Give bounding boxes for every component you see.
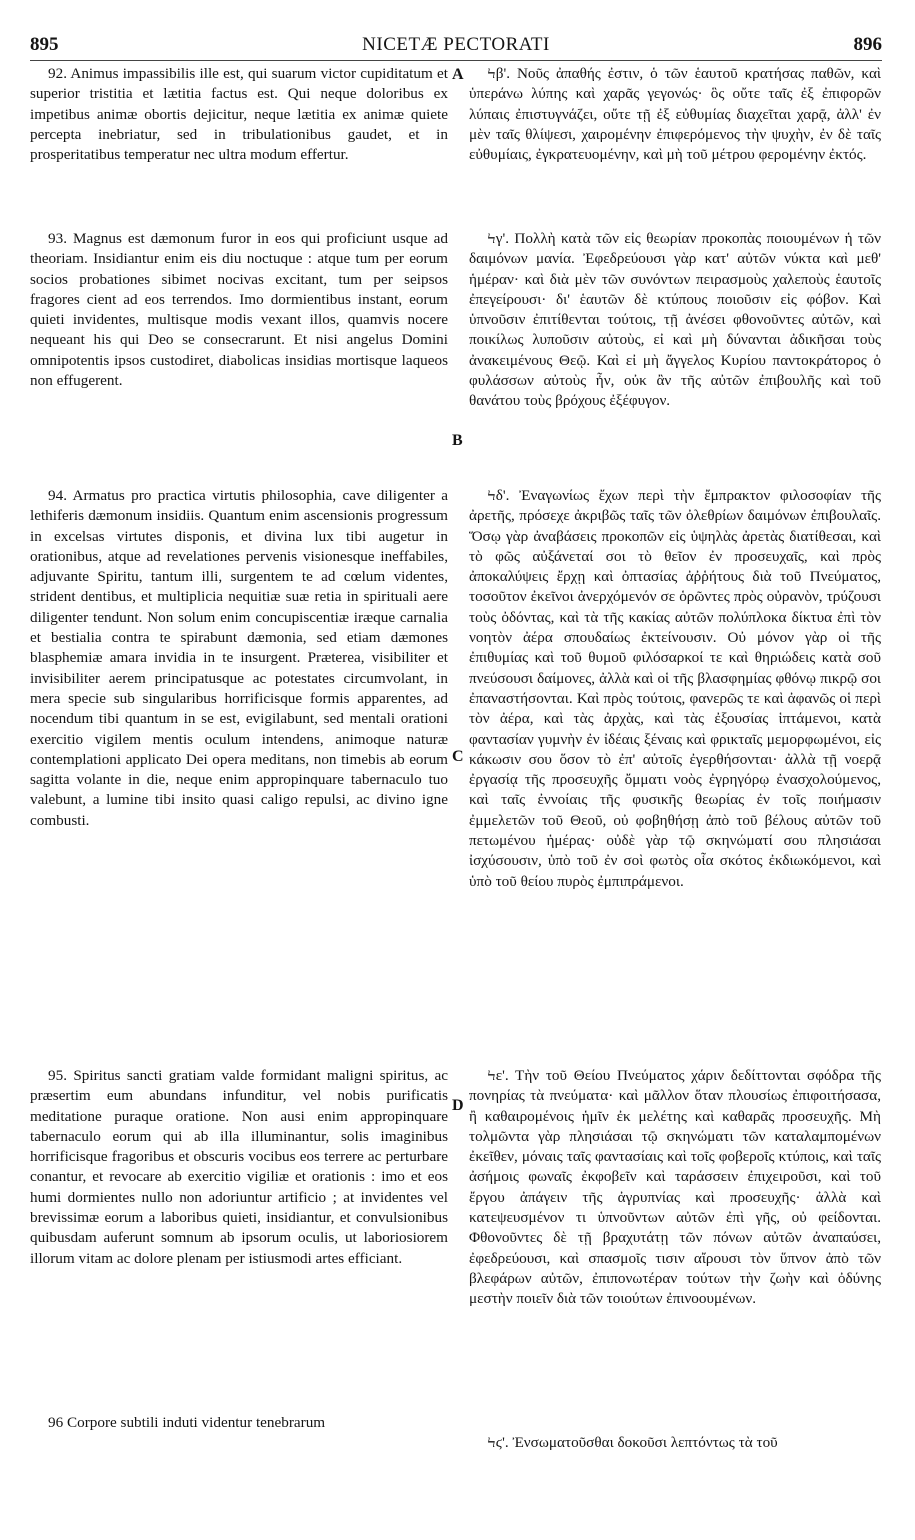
greek-paragraph-93: Ϟγ'. Πολλὴ κατὰ τῶν εἰς θεωρίαν προκοπὰς ποιουμένων ἡ τῶν δαιμόνων μανία. Ἐφεδρεύουσι γὰρ κατ' αὐτῶν νύκτα καὶ μεθ' ἡμέραν· καὶ διὰ μὲν τῶν συνόντων πειρασμοὺς χαλεποὺς ἑαυτοῖς ἐπεγείρουσι· δι' ἑαυτῶν δὲ κτύπους ποιοῦσιν εἰς φόβον. Καὶ ὑπνοῦσιν ἐπιτίθενται τούτοις, τῇ ἀνέσει φθονοῦντες αὐτῶν, καὶ ποικίλως λυποῦσιν αὐτοὺς, εἰ καὶ μὴ δύνανται ἀδικῆσαι τοὺς ἀνακειμένους Θεῷ. Καὶ εἰ μὴ ἄγγελος Κυρίου παντοκράτορος ὁ φυλάσσων αὐτοὺς ἦν, οὐκ ἂν τῆς αὐτῶν ἐπιβουλῆς καὶ τοῦ θανάτου τοὺς βρόχους ἐξέφυγον. <box>469 230 881 410</box>
margin-marker-c: C <box>452 748 464 765</box>
greek-paragraph-95: Ϟε'. Τὴν τοῦ Θείου Πνεύματος χάριν δεδίττονται σφόδρα τῆς πονηρίας τὰ πνεύματα· καὶ μᾶλλον ὅταν πλουσίως ἐπιφοιτήσασα, ἢ καθαιρομένοις ἡμῖν ἐκ μελέτης καὶ καθαρᾶς προσευχῆς. Μὴ τολμῶντα γὰρ πλησιάσαι τῷ σκηνώματι τῶν καταλαμπομένων ἐκεῖθεν, μόναις ταῖς φαντασίαις καὶ τοῖς φοβεροῖς κτύποις, καὶ ταῖς ἀσήμοις φωναῖς ἐκφοβεῖν καὶ ταράσσειν ἐπιχειροῦσι, καὶ τοῦ ἔργου ἀπάγειν τῆς ἀγρυπνίας καὶ προσευχῆς· ἀλλὰ καὶ κατεψευσμένον τι ὑπνοῦντων αὐτῶν ἐπὶ γῆς, οὐ φείδονται. Φθονοῦντες δὲ τῇ βραχυτάτῃ τῶν πόνων αὐτῶν ἀναπαύσει, ἐφεδρεύουσι, καὶ σπασμοῖς τισιν αἴρουσι τὸν ὕπνον ἀπὸ τῶν βλεφάρων αὐτῶν, ἐπιπονωτέραν τούτων τὴν ζωὴν καὶ ὀδύνης μεστὴν ποιεῖν διὰ τῶν τοιούτων ἐπινοουμένων. <box>469 1067 881 1308</box>
page-number-right: 896 <box>853 34 882 55</box>
page-number-left: 895 <box>30 34 59 55</box>
greek-paragraph-96: Ϟϛ'. Ἐνσωματοῦσθαι δοκοῦσι λεπτόντως τὰ τοῦ <box>487 1434 778 1451</box>
margin-marker-b: B <box>452 432 463 449</box>
margin-marker-a: A <box>452 66 464 83</box>
latin-paragraph-94: 94. Armatus pro practica virtutis philosophia, cave diligenter a lethiferis dæmonum insidiis. Quantum enim ascensionis progressum in excelsas virtutes disponis, et divina lux tibi augetur in orationibus, atque ad revelationes pervenis visionesque ineffabiles, adjuvante Spiritu, tantum illi, surgentem te ad cœlum videntes, strident dentibus, et multiplicia nequitiæ suæ retia in spirituali aere diligenter tendunt. Non solum enim concupiscentiæ iræque carnalia et bestialia contra te spirabunt dæmonia, sed etiam dæmones blasphemiæ amara invidia in te insurgent. Præterea, visibiliter et invisibiliter aerem principatusque ac potestates circumvolant, in mera specie sub singularibus horrificisque formis apparentes, ad nocendum tibi quantum in se est, evigilabunt, sed mentali orationi exercitio vigilem mentis oculum intendens, animoque naturæ contemplationi applicato Dei opera meditans, non timebis ab eorum sagitta volante in die, neque enim appropinquare tabernaculo tuo valebunt, a lumine tibi insito quasi caligo repulsi, ac divino igne combusti. <box>30 487 448 829</box>
header-rule <box>30 60 882 61</box>
greek-paragraph-94: Ϟδ'. Ἐναγωνίως ἔχων περὶ τὴν ἔμπρακτον φιλοσοφίαν τῆς ἀρετῆς, πρόσεχε ἀκριβῶς ταῖς τῶν ὀλεθρίων δαιμόνων ἐπιβουλαῖς. Ὅσῳ γὰρ ἀναβάσεις προκοπῶν εἰς ὑψηλὰς ἀρετὰς διατίθεσαι, καὶ τὸ φῶς αὐξάνεταί σοι τὸ θεῖον ἐν προσευχαῖς, καὶ πρὸς ἀποκαλύψεις ἔρχῃ καὶ ὀπτασίας ἀῤῥήτους διὰ τοῦ Πνεύματος, τοσοῦτον ἐκεῖνοι ἀνερχόμενόν σε ὁρῶντες πρὸς οὐρανὸν, τρύζουσι τοὺς ὀδόντας, καὶ τὰ τῆς κακίας αὐτῶν πολύπλοκα δίκτυα ἐπὶ τὸν νοητὸν ἀέρα σπουδαίως ἐκτείνουσιν. Οὐ μόνον γὰρ οἱ τῆς ἐπιθυμίας καὶ τοῦ θυμοῦ φιλόσαρκοί τε καὶ θηριώδεις κατὰ σοῦ πνεύσουσι δαίμονες, ἀλλὰ καὶ οἱ τῆς βλασφημίας φθόνῳ πικρῷ σοι ἐπαναστήσονται. Καὶ πρὸς τούτοις, φανερῶς τε καὶ ἀφανῶς οἱ περὶ τὸν ἀέρα, καὶ τὰς ἀρχὰς, καὶ τὰς ἐξουσίας ἱπτάμενοι, κατὰ φαντασίαν γυμνὴν ἐν ἰδέαις ξέναις καὶ φρικταῖς μεμορφωμένοι, εἰς κάκωσιν σου ὅσον τὸ ἐπ' αὐτοῖς ἐγερθήσονται· ἀλλὰ τῇ νοερᾷ ἐργασίᾳ τῆς προσευχῆς ὄμματι νοὸς ἐγρηγόρῳ ἐνασχολούμενος, καὶ ταῖς ἐννοίαις τῆς φυσικῆς θεωρίας ἐν τοῖς ποιήμασιν ἐμμελετῶν τοῦ Θεοῦ, οὐ φοβηθήσῃ ἀπὸ τοῦ βέλους αὐτῶν τοῦ πετωμένου ἡμέρας· οὐδὲ γὰρ τῷ σκηνώματί σου πλησιάσαι ἰσχύσουσιν, ὑπὸ τοῦ ἐν σοὶ φωτὸς οἷα σκότος ἐκδιωκόμενοι, καὶ ὑπὸ τοῦ θείου πυρὸς ἐμπιπράμενοι. <box>469 487 881 890</box>
latin-paragraph-96: 96 Corpore subtili induti videntur tenebrarum <box>48 1414 326 1431</box>
latin-paragraph-93: 93. Magnus est dæmonum furor in eos qui proficiunt usque ad theoriam. Insidiantur enim eis diu noctuque : atque tum per eorum socios probationes sibimet nocivas excitant, tum per seipsos fragores cient ad eos terrendos. Imo dormientibus instant, eorum quieti invidentes, multisque modis vexant illos, quamvis nocere nequeant his qui Deo se consecrarunt. Et nisi angelus Domini omnipotentis ipsos custodiret, diabolicas insidias mortisque laqueos non effugerent. <box>30 230 448 390</box>
latin-paragraph-95: 95. Spiritus sancti gratiam valde formidant maligni spiritus, ac præsertim eum abundans infunditur, vel nobis purificatis meditatione puraque oratione. Non ausi enim appropinquare tabernaculo eorum qui ab illa illuminantur, solis imaginibus horrificisque fragoribus et obscuris vocibus eos terrere ac perturbare conantur, et revocare ab exercitio vigiliæ et orationis : imo et eos humi dormientes nullo non adoriuntur artificio ; at invidentes vel brevissimæ eorum a laboribus quieti, insidiantur, et convulsionibus quibusdam auferunt somnum ab ipsorum oculis, ut laboriosiorem illorum vitam ac dolore plenam per istiusmodi artes efficiant. <box>30 1067 448 1267</box>
running-title: NICETÆ PECTORATI <box>362 34 550 55</box>
margin-marker-d: D <box>452 1097 464 1114</box>
greek-paragraph-92: Ϟβ'. Νοῦς ἀπαθής ἐστιν, ὁ τῶν ἑαυτοῦ κρατήσας παθῶν, καὶ ὑπεράνω λύπης καὶ χαρᾶς γεγονώς· ὃς οὔτε ταῖς ἐξ ἐπιφορῶν λύπαις ἐπιστυγνάζει, οὔτε τῇ ἐξ εὐθυμίας διαχεῖται χαρᾷ, ἀλλ' ἐν μὲν ταῖς θλίψεσι, χαιρομένην ἐπιφερόμενος τὴν ψυχὴν, ἐν δὲ ταῖς εὐθυμίαις, ἐγκρατευομένην, καὶ μὴ τοῦ μέτρου φερομένην ἐκτός. <box>469 65 881 164</box>
latin-paragraph-92: 92. Animus impassibilis ille est, qui suarum victor cupiditatum et superior tristitia et lætitia factus est. Qui neque doloribus ex impetibus animæ obortis dejicitur, neque lætitia ex animæ quiete percepta inebriatur, sed in tribulationibus gaudet, et in prosperitatibus temperatur nec ultra modum effertur. <box>30 65 448 164</box>
page-header <box>30 34 882 58</box>
